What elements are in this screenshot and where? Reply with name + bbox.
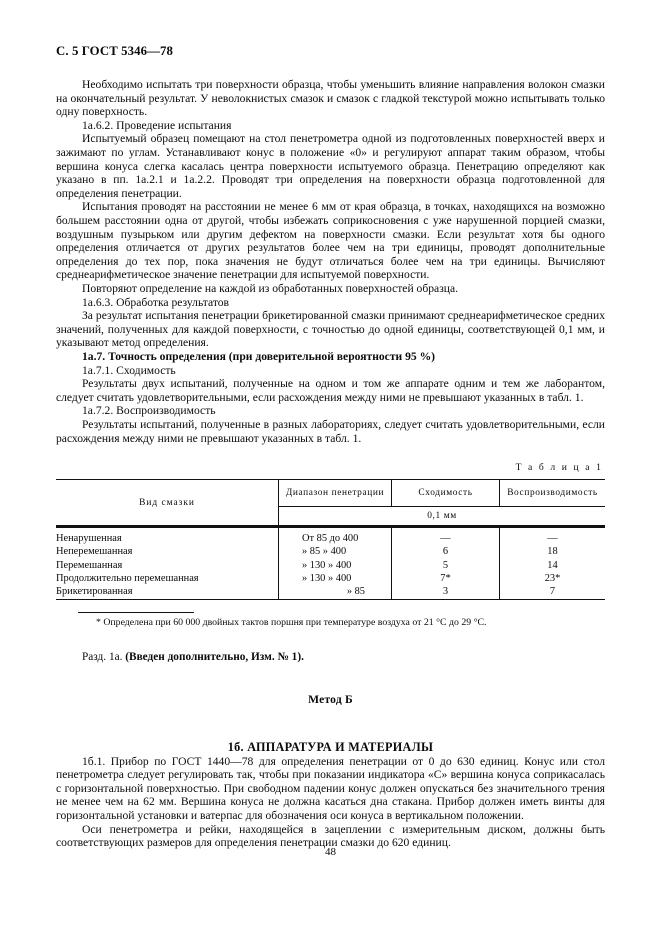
cell-convergence: 6 (392, 545, 500, 558)
footnote-block (56, 612, 605, 629)
razdel-prefix: Разд. 1а. (82, 650, 126, 663)
table-header-row (56, 480, 605, 507)
header-kind: Вид смазки (56, 480, 279, 526)
cell-kind: Неперемешанная (56, 545, 279, 558)
cell-range (279, 572, 392, 585)
paragraph-5: За результат испытания пенетрации брикетированной смазки принимают среднеарифметическое средних значений, полученных для каждой поверхности, с точностью до одной единицы, соответствующей 0,1 мм, и указывают метод определения. (56, 309, 605, 350)
table-body (56, 527, 605, 599)
cell-convergence: — (392, 532, 500, 545)
paragraph-3: Испытания проводят на расстоянии не менее 6 мм от края образца, в точках, находящихся на возможно большем расстоянии одна от другой, чтобы избежать соприкосновения с уже нарушенной порцией смазки, воздушным пузырьком или другим дефектом на поверхности смазки. Если результат хотя бы одного определения отличается от других результатов более чем на три единицы, проводят дополнительные определения до тех пор, пока значения не будут отличаться более чем на три единицы. Вычисляют среднеарифметическое значение пенетрации для испытуемой поверхности. (56, 200, 605, 282)
cell-convergence: 3 (392, 585, 500, 599)
cell-kind: Брикетированная (56, 585, 279, 599)
razdel-note (56, 651, 605, 663)
cell-range (279, 532, 392, 545)
cell-kind: Перемешанная (56, 559, 279, 572)
table-row (56, 559, 605, 572)
table-row (56, 545, 605, 558)
page-header: С. 5 ГОСТ 5346—78 (56, 44, 174, 58)
header-reproducibility: Воспроизводимость (500, 480, 606, 507)
cell-range-value: От 85 до 400 (302, 533, 359, 545)
razdel-amendment: (Введен дополнительно, Изм. № 1). (125, 650, 304, 663)
paragraph-6: Результаты двух испытаний, полученные на одном и том же аппарате одним и тем же лаборантом, следует считать удовлетворительными, если расхождения между ними не превышают указанных в табл. 1. (56, 377, 605, 404)
bottom-rule (56, 599, 605, 600)
cell-reproducibility: 18 (547, 546, 558, 558)
header-unit: 0,1 мм (427, 511, 457, 522)
cell-convergence: 7* (392, 572, 500, 585)
paragraph-7: Результаты испытаний, полученные в разных лабораториях, следует считать удовлетворительными, если расхождения между ними не превышают указанных в табл. 1. (56, 417, 605, 445)
method-heading: Метод Б (308, 692, 353, 706)
header-convergence: Сходимость (392, 480, 500, 507)
precision-table (56, 479, 605, 599)
cell-range-value: » 85 (346, 586, 365, 598)
cell-reproducibility: 7 (549, 586, 556, 598)
cell-range-value: » 130 » 400 (302, 572, 352, 584)
cell-reproducibility: — (547, 533, 558, 545)
footnote-text: * Определена при 60 000 двойных тактов поршня при температуре воздуха от 21 °С до 29 °С. (96, 616, 487, 628)
paragraph-8: 1б.1. Прибор по ГОСТ 1440—78 для определения пенетрации от 0 до 630 единиц. Конус или стол пенетрометра следует регулировать так, чтобы при показании индикатора «С» вершина конуса соприкасалась с горизонтальной поверхностью. При свободном падении конус должен опускаться без значительного трения не менее чем на 62 мм. Вершина конуса не должна касаться дна стакана. Прибор должен иметь винты для горизонтальной установки и ватерпас для обозначения оси конуса в вертикальном положении. (56, 754, 605, 822)
clause-1a71: 1а.7.1. Сходимость (82, 363, 176, 377)
paragraph-9: Оси пенетрометра и рейки, находящейся в зацеплении с измерительным диском, должны быть соответствующих размеров для определения пенетрации смазки до 620 единиц. (56, 822, 605, 850)
clause-1a63: 1а.6.3. Обработка результатов (82, 295, 230, 309)
cell-reproducibility: 14 (547, 559, 558, 571)
table-bottom-rule (56, 599, 605, 600)
cell-range (279, 585, 392, 599)
cell-range (279, 545, 392, 558)
cell-range-value: » 130 » 400 (302, 559, 352, 571)
table-head (56, 480, 605, 528)
page-number: 48 (325, 846, 336, 858)
cell-convergence: 5 (392, 559, 500, 572)
clause-1a62: 1а.6.2. Проведение испытания (82, 118, 232, 132)
clause-1a7: 1а.7. Точность определения (при доверительной вероятности 95 %) (82, 349, 436, 363)
clause-1a72: 1а.7.2. Воспроизводимость (82, 404, 216, 418)
cell-kind: Продолжительно перемешанная (56, 572, 279, 585)
table-row (56, 532, 605, 545)
cell-reproducibility: 23* (544, 572, 561, 584)
table-row (56, 572, 605, 585)
section-heading: 1б. АППАРАТУРА И МАТЕРИАЛЫ (227, 739, 434, 754)
cell-range-value: » 85 » 400 (302, 546, 347, 558)
table-row (56, 585, 605, 599)
paragraph-1: Необходимо испытать три поверхности образца, чтобы уменьшить влияние направления волокон смазки на окончательный результат. У неволокнистых смазок и смазок с гладкой текстурой можно испытывать только одну поверхность. (56, 78, 605, 119)
paragraph-2: Испытуемый образец помещают на стол пенетрометра одной из подготовленных поверхностей вверх и зажимают по углам. Устанавливают конус в положение «0» и регулируют аппарат таким образом, чтобы вершина конуса слегка касалась центра поверхности испытуемого образца. Пенетрацию определяют как указано в пп. 1а.2.1 и 1а.2.2. Проводят три определения на поверхности образца подготовленной для определения пенетрации. (56, 132, 605, 200)
footnote-divider (78, 612, 194, 613)
paragraph-4: Повторяют определение на каждой из обработанных поверхностей образца. (82, 281, 459, 295)
header-range: Диапазон пенетрации (279, 480, 392, 507)
cell-kind: Ненарушенная (56, 532, 279, 545)
table-caption: Т а б л и ц а 1 (515, 462, 603, 474)
cell-range (279, 559, 392, 572)
